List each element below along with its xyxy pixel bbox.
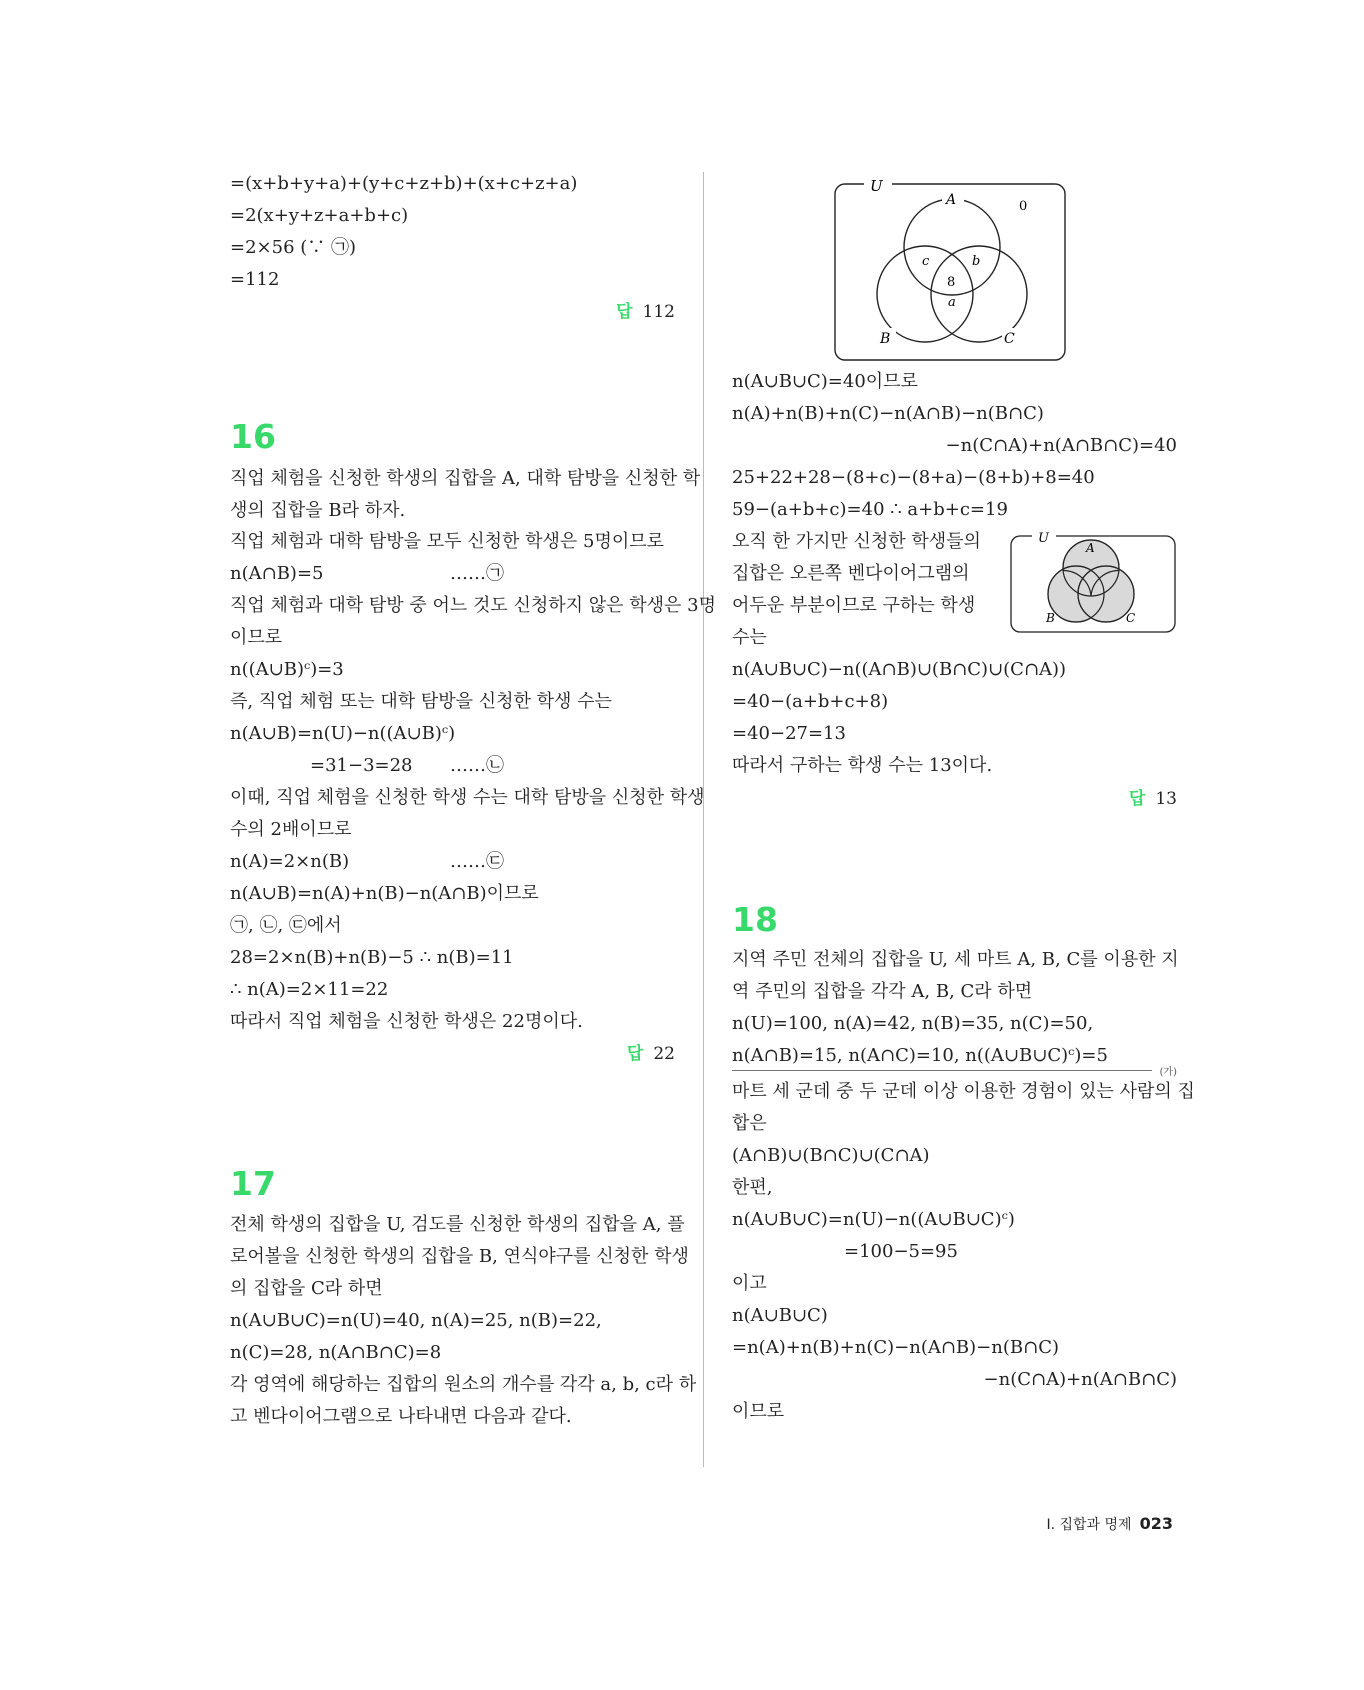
page-footer xyxy=(1046,1514,1173,1534)
venn2-label-B: B xyxy=(1046,611,1055,625)
p18-line: =100−5=95 xyxy=(844,1241,958,1262)
mark-1: ……㉠ xyxy=(450,563,504,584)
answer-top xyxy=(616,301,675,323)
column-divider xyxy=(703,172,704,1467)
section-title: I. 집합과 명제 xyxy=(1046,1517,1132,1533)
page-number: 023 xyxy=(1139,1514,1173,1533)
p17-line: 어두운 부분이므로 구하는 학생 xyxy=(732,595,976,616)
p18-line: 이므로 xyxy=(732,1401,785,1422)
p17-line: 오직 한 가지만 신청한 학생들의 xyxy=(732,531,981,552)
venn-diagram-2 xyxy=(1010,526,1176,634)
venn-region-b: b xyxy=(972,254,981,269)
venn-label-A: A xyxy=(946,192,957,208)
p18-line: 마트 세 군데 중 두 군데 이상 이용한 경험이 있는 사람의 집 xyxy=(732,1081,1195,1102)
venn-label-U: U xyxy=(870,177,883,195)
eq-line: =(x+b+y+a)+(y+c+z+b)+(x+c+z+a) xyxy=(230,173,578,194)
p18-line: 지역 주민 전체의 집합을 U, 세 마트 A, B, C를 이용한 지 xyxy=(732,949,1179,970)
p16-line: n(A∩B)=5 xyxy=(230,563,324,584)
p17-line: 로어볼을 신청한 학생의 집합을 B, 연식야구를 신청한 학생 xyxy=(230,1246,689,1267)
venn-zero: 0 xyxy=(1019,199,1028,214)
universal-set-box xyxy=(835,184,1065,360)
venn-label-B: B xyxy=(880,331,891,347)
p18-line: (A∩B)∪(B∩C)∪(C∩A) xyxy=(732,1145,930,1166)
venn2-label-A: A xyxy=(1086,541,1095,555)
answer-17 xyxy=(1129,788,1177,810)
p17-line: =40−27=13 xyxy=(732,723,846,744)
eq-line: =112 xyxy=(230,269,280,290)
problem-18-number: 18 xyxy=(732,900,778,939)
p16-line: ㉠, ㉡, ㉢에서 xyxy=(230,915,342,936)
answer-label: 답 xyxy=(626,1044,644,1064)
p16-line: 이때, 직업 체험을 신청한 학생 수는 대학 탐방을 신청한 학생 xyxy=(230,787,705,808)
p18-line: n(A∪B∪C) xyxy=(732,1305,828,1326)
p16-line: 28=2×n(B)+n(B)−5 ∴ n(B)=11 xyxy=(230,947,514,968)
p17-line: n(A∪B∪C)=n(U)=40, n(A)=25, n(B)=22, xyxy=(230,1310,602,1331)
p16-line: 직업 체험을 신청한 학생의 집합을 A, 대학 탐방을 신청한 학 xyxy=(230,468,701,489)
p16-line: n(A)=2×n(B) xyxy=(230,851,350,872)
problem-17-number: 17 xyxy=(230,1164,276,1203)
p17-line: 의 집합을 C라 하면 xyxy=(230,1278,383,1299)
p16-line: 직업 체험과 대학 탐방 중 어느 것도 신청하지 않은 학생은 3명 xyxy=(230,595,716,616)
p18-line: =n(A)+n(B)+n(C)−n(A∩B)−n(B∩C) xyxy=(732,1337,1059,1358)
p17-line: 전체 학생의 집합을 U, 검도를 신청한 학생의 집합을 A, 플 xyxy=(230,1214,685,1235)
underline-rule xyxy=(732,1070,1152,1071)
mark-3: ……㉢ xyxy=(450,851,504,872)
answer-value: 112 xyxy=(642,302,675,322)
venn-label-C: C xyxy=(1004,331,1015,347)
p17-line: 수는 xyxy=(732,627,767,648)
eq-line: =2(x+y+z+a+b+c) xyxy=(230,205,409,226)
p17-line: n(C)=28, n(A∩B∩C)=8 xyxy=(230,1342,442,1363)
p18-line: 합은 xyxy=(732,1113,767,1134)
p16-line: ∴ n(A)=2×11=22 xyxy=(230,979,389,1000)
p16-line: 따라서 직업 체험을 신청한 학생은 22명이다. xyxy=(230,1011,583,1032)
p16-line: 즉, 직업 체험 또는 대학 탐방을 신청한 학생 수는 xyxy=(230,691,612,712)
venn2-label-U: U xyxy=(1038,531,1049,546)
answer-16 xyxy=(627,1043,675,1065)
mark-2: ……㉡ xyxy=(450,755,504,776)
p18-line: 역 주민의 집합을 각각 A, B, C라 하면 xyxy=(732,981,1033,1002)
p17-line: 59−(a+b+c)=40 ∴ a+b+c=19 xyxy=(732,499,1008,520)
p16-line: n((A∪B)ᶜ)=3 xyxy=(230,659,344,680)
p17-line: n(A∪B∪C)=40이므로 xyxy=(732,371,918,392)
problem-16-number: 16 xyxy=(230,417,276,456)
p16-line: 생의 집합을 B라 하자. xyxy=(230,500,406,521)
venn-region-a: a xyxy=(948,295,956,310)
p16-line: =31−3=28 xyxy=(310,755,413,776)
p17-line: 따라서 구하는 학생 수는 13이다. xyxy=(732,755,993,776)
p18-line: n(U)=100, n(A)=42, n(B)=35, n(C)=50, xyxy=(732,1013,1094,1034)
venn-region-center: 8 xyxy=(947,275,956,290)
p18-line: n(A∩B)=15, n(A∩C)=10, n((A∪B∪C)ᶜ)=5 xyxy=(732,1045,1108,1066)
p16-line: 수의 2배이므로 xyxy=(230,819,352,840)
p17-line: 집합은 오른쪽 벤다이어그램의 xyxy=(732,563,970,584)
p17-line: 25+22+28−(8+c)−(8+a)−(8+b)+8=40 xyxy=(732,467,1095,488)
p17-line: n(A)+n(B)+n(C)−n(A∩B)−n(B∩C) xyxy=(732,403,1044,424)
p18-line: n(A∪B∪C)=n(U)−n((A∪B∪C)ᶜ) xyxy=(732,1209,1015,1230)
eq-line: =2×56 (∵ ㉠) xyxy=(230,237,357,258)
answer-value: 22 xyxy=(653,1044,675,1064)
venn2-label-C: C xyxy=(1126,611,1136,625)
label-ga: (가) xyxy=(1159,1067,1177,1078)
answer-value: 13 xyxy=(1155,789,1177,809)
p18-line: 한편, xyxy=(732,1177,773,1198)
venn-diagram-1 xyxy=(834,172,1066,362)
p18-line: −n(C∩A)+n(A∩B∩C) xyxy=(983,1369,1177,1390)
p17-line: =40−(a+b+c+8) xyxy=(732,691,889,712)
p16-line: 이므로 xyxy=(230,627,283,648)
p17-line: 각 영역에 해당하는 집합의 원소의 개수를 각각 a, b, c라 하 xyxy=(230,1374,697,1395)
p18-line: 이고 xyxy=(732,1273,767,1294)
p17-line: 고 벤다이어그램으로 나타내면 다음과 같다. xyxy=(230,1406,572,1427)
venn-region-c: c xyxy=(922,254,930,269)
p16-line: n(A∪B)=n(U)−n((A∪B)ᶜ) xyxy=(230,723,456,744)
p16-line: 직업 체험과 대학 탐방을 모두 신청한 학생은 5명이므로 xyxy=(230,531,665,552)
answer-label: 답 xyxy=(616,302,633,322)
p17-line: −n(C∩A)+n(A∩B∩C)=40 xyxy=(945,435,1177,456)
answer-label: 답 xyxy=(1128,789,1146,809)
p17-line: n(A∪B∪C)−n((A∩B)∪(B∩C)∪(C∩A)) xyxy=(732,659,1067,680)
p16-line: n(A∪B)=n(A)+n(B)−n(A∩B)이므로 xyxy=(230,883,539,904)
